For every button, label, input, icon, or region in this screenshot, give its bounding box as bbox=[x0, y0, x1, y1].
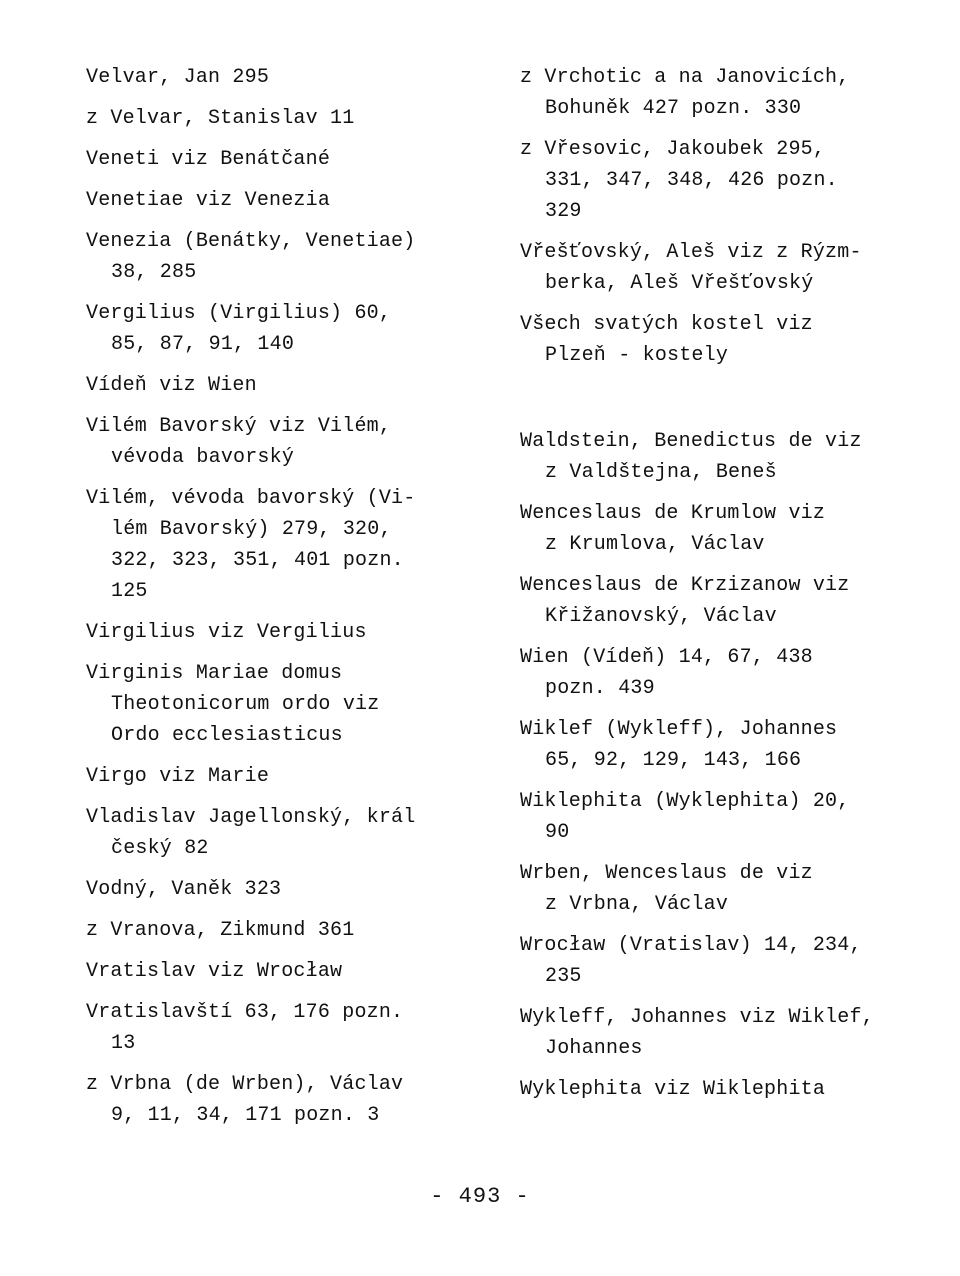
entry-heading-line: z Vřesovic, Jakoubek 295, bbox=[520, 138, 826, 161]
entry-continuation-line: 235 bbox=[545, 965, 582, 988]
index-entry bbox=[86, 658, 486, 751]
index-entry bbox=[520, 309, 940, 371]
entry-continuation-line: berka, Aleš Vřešťovský bbox=[545, 272, 814, 295]
entry-continuation-line: Johannes bbox=[545, 1037, 643, 1060]
page-number: - 493 - bbox=[430, 1184, 530, 1209]
index-entry bbox=[86, 761, 486, 792]
entry-heading-line: Venetiae viz Venezia bbox=[86, 189, 331, 212]
entry-heading-line: Wrben, Wenceslaus de viz bbox=[520, 862, 813, 885]
entry-heading-line: Vodný, Vaněk 323 bbox=[86, 878, 282, 901]
entry-continuation-line: z Valdštejna, Beneš bbox=[545, 461, 777, 484]
column-gap bbox=[520, 381, 940, 426]
entry-heading-line: Vratislav viz Wrocław bbox=[86, 960, 343, 983]
index-entry bbox=[86, 370, 486, 401]
index-entry bbox=[86, 411, 486, 473]
entry-continuation-line: 38, 285 bbox=[111, 261, 197, 284]
entry-heading-line: z Vranova, Zikmund 361 bbox=[86, 919, 355, 942]
entry-heading-line: Waldstein, Benedictus de viz bbox=[520, 430, 862, 453]
entry-continuation-line: 329 bbox=[545, 200, 582, 223]
entry-heading-line: Vratislavští 63, 176 pozn. bbox=[86, 1001, 404, 1024]
index-column-left bbox=[86, 62, 486, 1141]
entry-continuation-line: 331, 347, 348, 426 pozn. bbox=[545, 169, 838, 192]
entry-continuation-line: pozn. 439 bbox=[545, 677, 655, 700]
index-entry bbox=[86, 617, 486, 648]
entry-continuation-line: 9, 11, 34, 171 pozn. 3 bbox=[111, 1104, 380, 1127]
index-entry bbox=[86, 802, 486, 864]
index-entry bbox=[520, 498, 940, 560]
entry-continuation-line: Ordo ecclesiasticus bbox=[111, 724, 343, 747]
entry-continuation-line: 13 bbox=[111, 1032, 136, 1055]
entry-heading-line: Vilém Bavorský viz Vilém, bbox=[86, 415, 392, 438]
entry-heading-line: Všech svatých kostel viz bbox=[520, 313, 813, 336]
entry-continuation-line: Bohuněk 427 pozn. 330 bbox=[545, 97, 802, 120]
entry-continuation-line: Křižanovský, Václav bbox=[545, 605, 777, 628]
entry-continuation-line: lém Bavorský) 279, 320, bbox=[111, 518, 392, 541]
index-entry bbox=[520, 570, 940, 632]
entry-heading-line: Wyklephita viz Wiklephita bbox=[520, 1078, 826, 1101]
index-entry bbox=[86, 483, 486, 607]
index-entry bbox=[86, 62, 486, 93]
entry-heading-line: Wiklephita (Wyklephita) 20, bbox=[520, 790, 850, 813]
entry-heading-line: Vřešťovský, Aleš viz z Rýzm- bbox=[520, 241, 862, 264]
entry-heading-line: Wiklef (Wykleff), Johannes bbox=[520, 718, 838, 741]
entry-heading-line: Virgilius viz Vergilius bbox=[86, 621, 367, 644]
entry-heading-line: Wien (Vídeň) 14, 67, 438 bbox=[520, 646, 813, 669]
index-entry bbox=[86, 1069, 486, 1131]
entry-continuation-line: z Vrbna, Václav bbox=[545, 893, 729, 916]
index-entry bbox=[86, 915, 486, 946]
entry-heading-line: Virginis Mariae domus bbox=[86, 662, 343, 685]
entry-heading-line: Wenceslaus de Krumlow viz bbox=[520, 502, 826, 525]
entry-heading-line: Wykleff, Johannes viz Wiklef, bbox=[520, 1006, 874, 1029]
entry-continuation-line: z Krumlova, Václav bbox=[545, 533, 765, 556]
entry-continuation-line: Theotonicorum ordo viz bbox=[111, 693, 380, 716]
entry-heading-line: Wrocław (Vratislav) 14, 234, bbox=[520, 934, 862, 957]
index-entry bbox=[86, 997, 486, 1059]
entry-continuation-line: český 82 bbox=[111, 837, 209, 860]
entry-heading-line: Veneti viz Benátčané bbox=[86, 148, 331, 171]
entry-heading-line: Vergilius (Virgilius) 60, bbox=[86, 302, 392, 325]
entry-heading-line: Vladislav Jagellonský, král bbox=[86, 806, 416, 829]
index-entry bbox=[520, 1074, 940, 1105]
index-entry bbox=[86, 103, 486, 134]
entry-continuation-line: Plzeň - kostely bbox=[545, 344, 729, 367]
index-entry bbox=[520, 62, 940, 124]
entry-heading-line: Velvar, Jan 295 bbox=[86, 66, 270, 89]
entry-continuation-line: 65, 92, 129, 143, 166 bbox=[545, 749, 802, 772]
index-entry bbox=[520, 1002, 940, 1064]
entry-heading-line: Venezia (Benátky, Venetiae) bbox=[86, 230, 416, 253]
index-entry bbox=[86, 956, 486, 987]
entry-heading-line: Vídeň viz Wien bbox=[86, 374, 257, 397]
entry-heading-line: Virgo viz Marie bbox=[86, 765, 270, 788]
index-entry bbox=[86, 298, 486, 360]
index-column-right bbox=[520, 62, 940, 1115]
index-entry bbox=[520, 786, 940, 848]
entry-heading-line: z Vrchotic a na Janovicích, bbox=[520, 66, 850, 89]
index-entry bbox=[86, 144, 486, 175]
index-entry bbox=[520, 930, 940, 992]
entry-continuation-line: vévoda bavorský bbox=[111, 446, 295, 469]
index-entry bbox=[520, 134, 940, 227]
index-entry bbox=[86, 226, 486, 288]
index-entry bbox=[86, 185, 486, 216]
entry-continuation-line: 90 bbox=[545, 821, 570, 844]
entry-heading-line: z Vrbna (de Wrben), Václav bbox=[86, 1073, 404, 1096]
entry-continuation-line: 322, 323, 351, 401 pozn. bbox=[111, 549, 404, 572]
entry-continuation-line: 125 bbox=[111, 580, 148, 603]
entry-heading-line: Vilém, vévoda bavorský (Vi- bbox=[86, 487, 416, 510]
index-entry bbox=[520, 642, 940, 704]
index-entry bbox=[520, 858, 940, 920]
entry-heading-line: z Velvar, Stanislav 11 bbox=[86, 107, 355, 130]
index-entry bbox=[520, 426, 940, 488]
index-entry bbox=[86, 874, 486, 905]
index-entry bbox=[520, 237, 940, 299]
entry-continuation-line: 85, 87, 91, 140 bbox=[111, 333, 295, 356]
entry-heading-line: Wenceslaus de Krzizanow viz bbox=[520, 574, 850, 597]
index-entry bbox=[520, 714, 940, 776]
